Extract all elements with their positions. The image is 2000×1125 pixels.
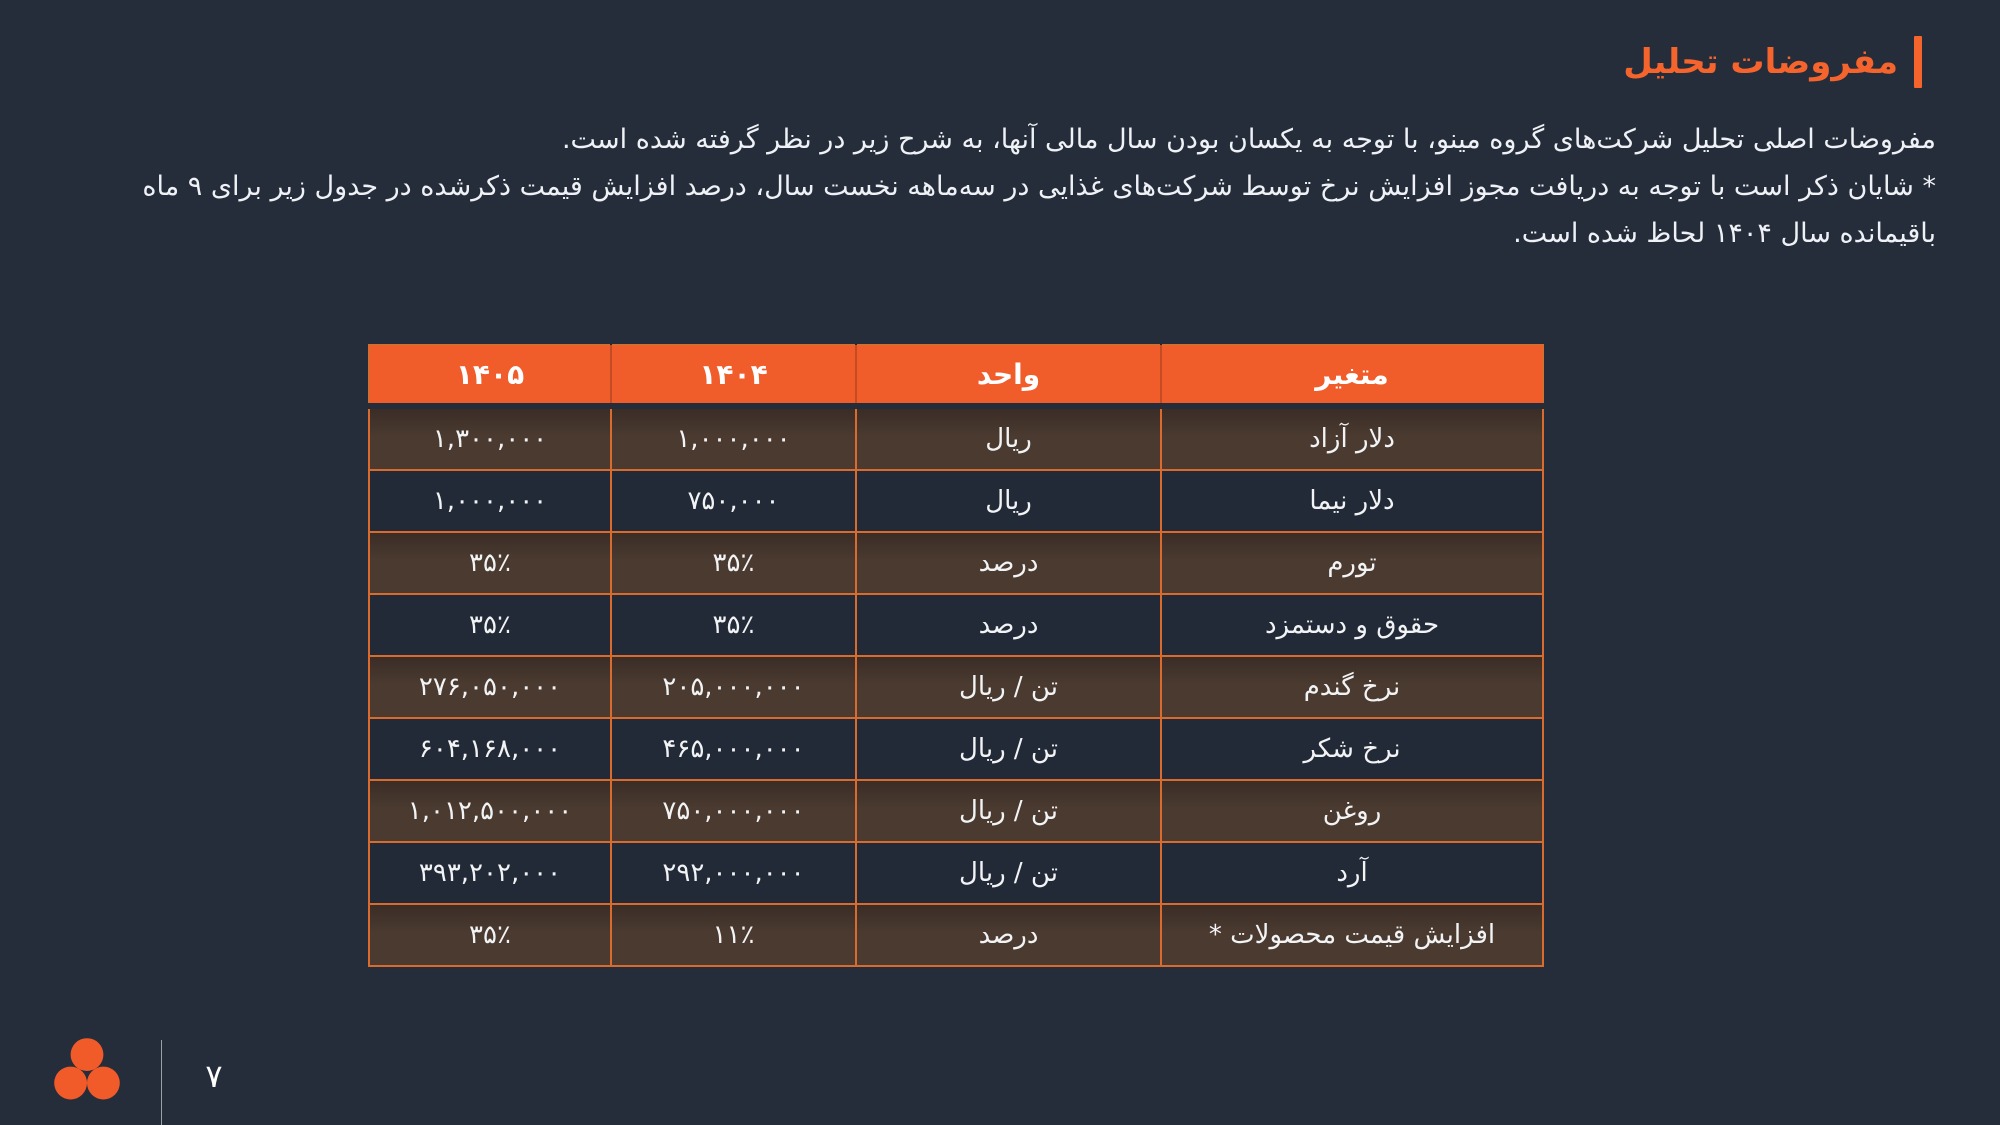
table-row xyxy=(369,656,1543,718)
cell-1404: ۲۹۲,۰۰۰,۰۰۰ xyxy=(611,842,856,904)
cell-1404: ۳۵٪ xyxy=(611,532,856,594)
cell-1404: ۱,۰۰۰,۰۰۰ xyxy=(611,406,856,470)
intro-footnote: * شایان ذکر است با توجه به دریافت مجوز افزایش نرخ توسط شرکت‌های غذایی در سه‌ماهه نخست سال، درصد افزایش قیمت ذکرشده در جدول زیر برای ۹ ماه باقیمانده سال ۱۴۰۴ لحاظ شده است. xyxy=(142,171,1936,249)
col-header-1404: ۱۴۰۴ xyxy=(611,345,856,406)
title-block xyxy=(1623,36,1922,88)
table-row xyxy=(369,470,1543,532)
cell-variable: حقوق و دستمزد xyxy=(1161,594,1543,656)
cell-variable: افزایش قیمت محصولات * xyxy=(1161,904,1543,966)
table-row xyxy=(369,780,1543,842)
cell-unit: تن / ریال xyxy=(856,842,1161,904)
footer-divider xyxy=(161,1040,162,1125)
cell-variable: تورم xyxy=(1161,532,1543,594)
cell-unit: ریال xyxy=(856,470,1161,532)
cell-variable: نرخ شکر xyxy=(1161,718,1543,780)
cell-unit: درصد xyxy=(856,532,1161,594)
cell-1405: ۱,۳۰۰,۰۰۰ xyxy=(369,406,611,470)
cell-variable: دلار نیما xyxy=(1161,470,1543,532)
assumptions-table-container xyxy=(368,344,1544,967)
table-row xyxy=(369,532,1543,594)
col-header-variable: متغیر xyxy=(1161,345,1543,406)
title-accent-bar xyxy=(1914,36,1922,88)
cell-1405: ۶۰۴,۱۶۸,۰۰۰ xyxy=(369,718,611,780)
cell-1404: ۲۰۵,۰۰۰,۰۰۰ xyxy=(611,656,856,718)
cell-1404: ۱۱٪ xyxy=(611,904,856,966)
table-row xyxy=(369,904,1543,966)
intro-line: مفروضات اصلی تحلیل شرکت‌های گروه مینو، با توجه به یکسان بودن سال مالی آنها، به شرح زیر در نظر گرفته شده است. xyxy=(561,124,1936,155)
cell-unit: تن / ریال xyxy=(856,656,1161,718)
cell-variable: نرخ گندم xyxy=(1161,656,1543,718)
cell-1405: ۱,۰۱۲,۵۰۰,۰۰۰ xyxy=(369,780,611,842)
cell-1405: ۲۷۶,۰۵۰,۰۰۰ xyxy=(369,656,611,718)
cell-1405: ۳۵٪ xyxy=(369,904,611,966)
page-title: مفروضات تحلیل xyxy=(1623,42,1898,82)
cell-1404: ۷۵۰,۰۰۰ xyxy=(611,470,856,532)
cell-unit: درصد xyxy=(856,904,1161,966)
cell-variable: دلار آزاد xyxy=(1161,406,1543,470)
cell-1404: ۴۶۵,۰۰۰,۰۰۰ xyxy=(611,718,856,780)
page-number: ۷ xyxy=(205,1057,223,1095)
cell-unit: تن / ریال xyxy=(856,718,1161,780)
col-header-unit: واحد xyxy=(856,345,1161,406)
three-circles-logo-icon xyxy=(52,1036,122,1106)
cell-unit: ریال xyxy=(856,406,1161,470)
intro-text-block xyxy=(64,116,1936,257)
cell-unit: تن / ریال xyxy=(856,780,1161,842)
cell-1404: ۳۵٪ xyxy=(611,594,856,656)
cell-1405: ۳۹۳,۲۰۲,۰۰۰ xyxy=(369,842,611,904)
table-row xyxy=(369,406,1543,470)
cell-1405: ۳۵٪ xyxy=(369,594,611,656)
cell-variable: آرد xyxy=(1161,842,1543,904)
cell-1404: ۷۵۰,۰۰۰,۰۰۰ xyxy=(611,780,856,842)
table-row xyxy=(369,594,1543,656)
table-row xyxy=(369,842,1543,904)
table-header-row xyxy=(369,345,1543,406)
col-header-1405: ۱۴۰۵ xyxy=(369,345,611,406)
table-row xyxy=(369,718,1543,780)
cell-1405: ۳۵٪ xyxy=(369,532,611,594)
cell-variable: روغن xyxy=(1161,780,1543,842)
cell-1405: ۱,۰۰۰,۰۰۰ xyxy=(369,470,611,532)
assumptions-table xyxy=(368,344,1544,967)
cell-unit: درصد xyxy=(856,594,1161,656)
